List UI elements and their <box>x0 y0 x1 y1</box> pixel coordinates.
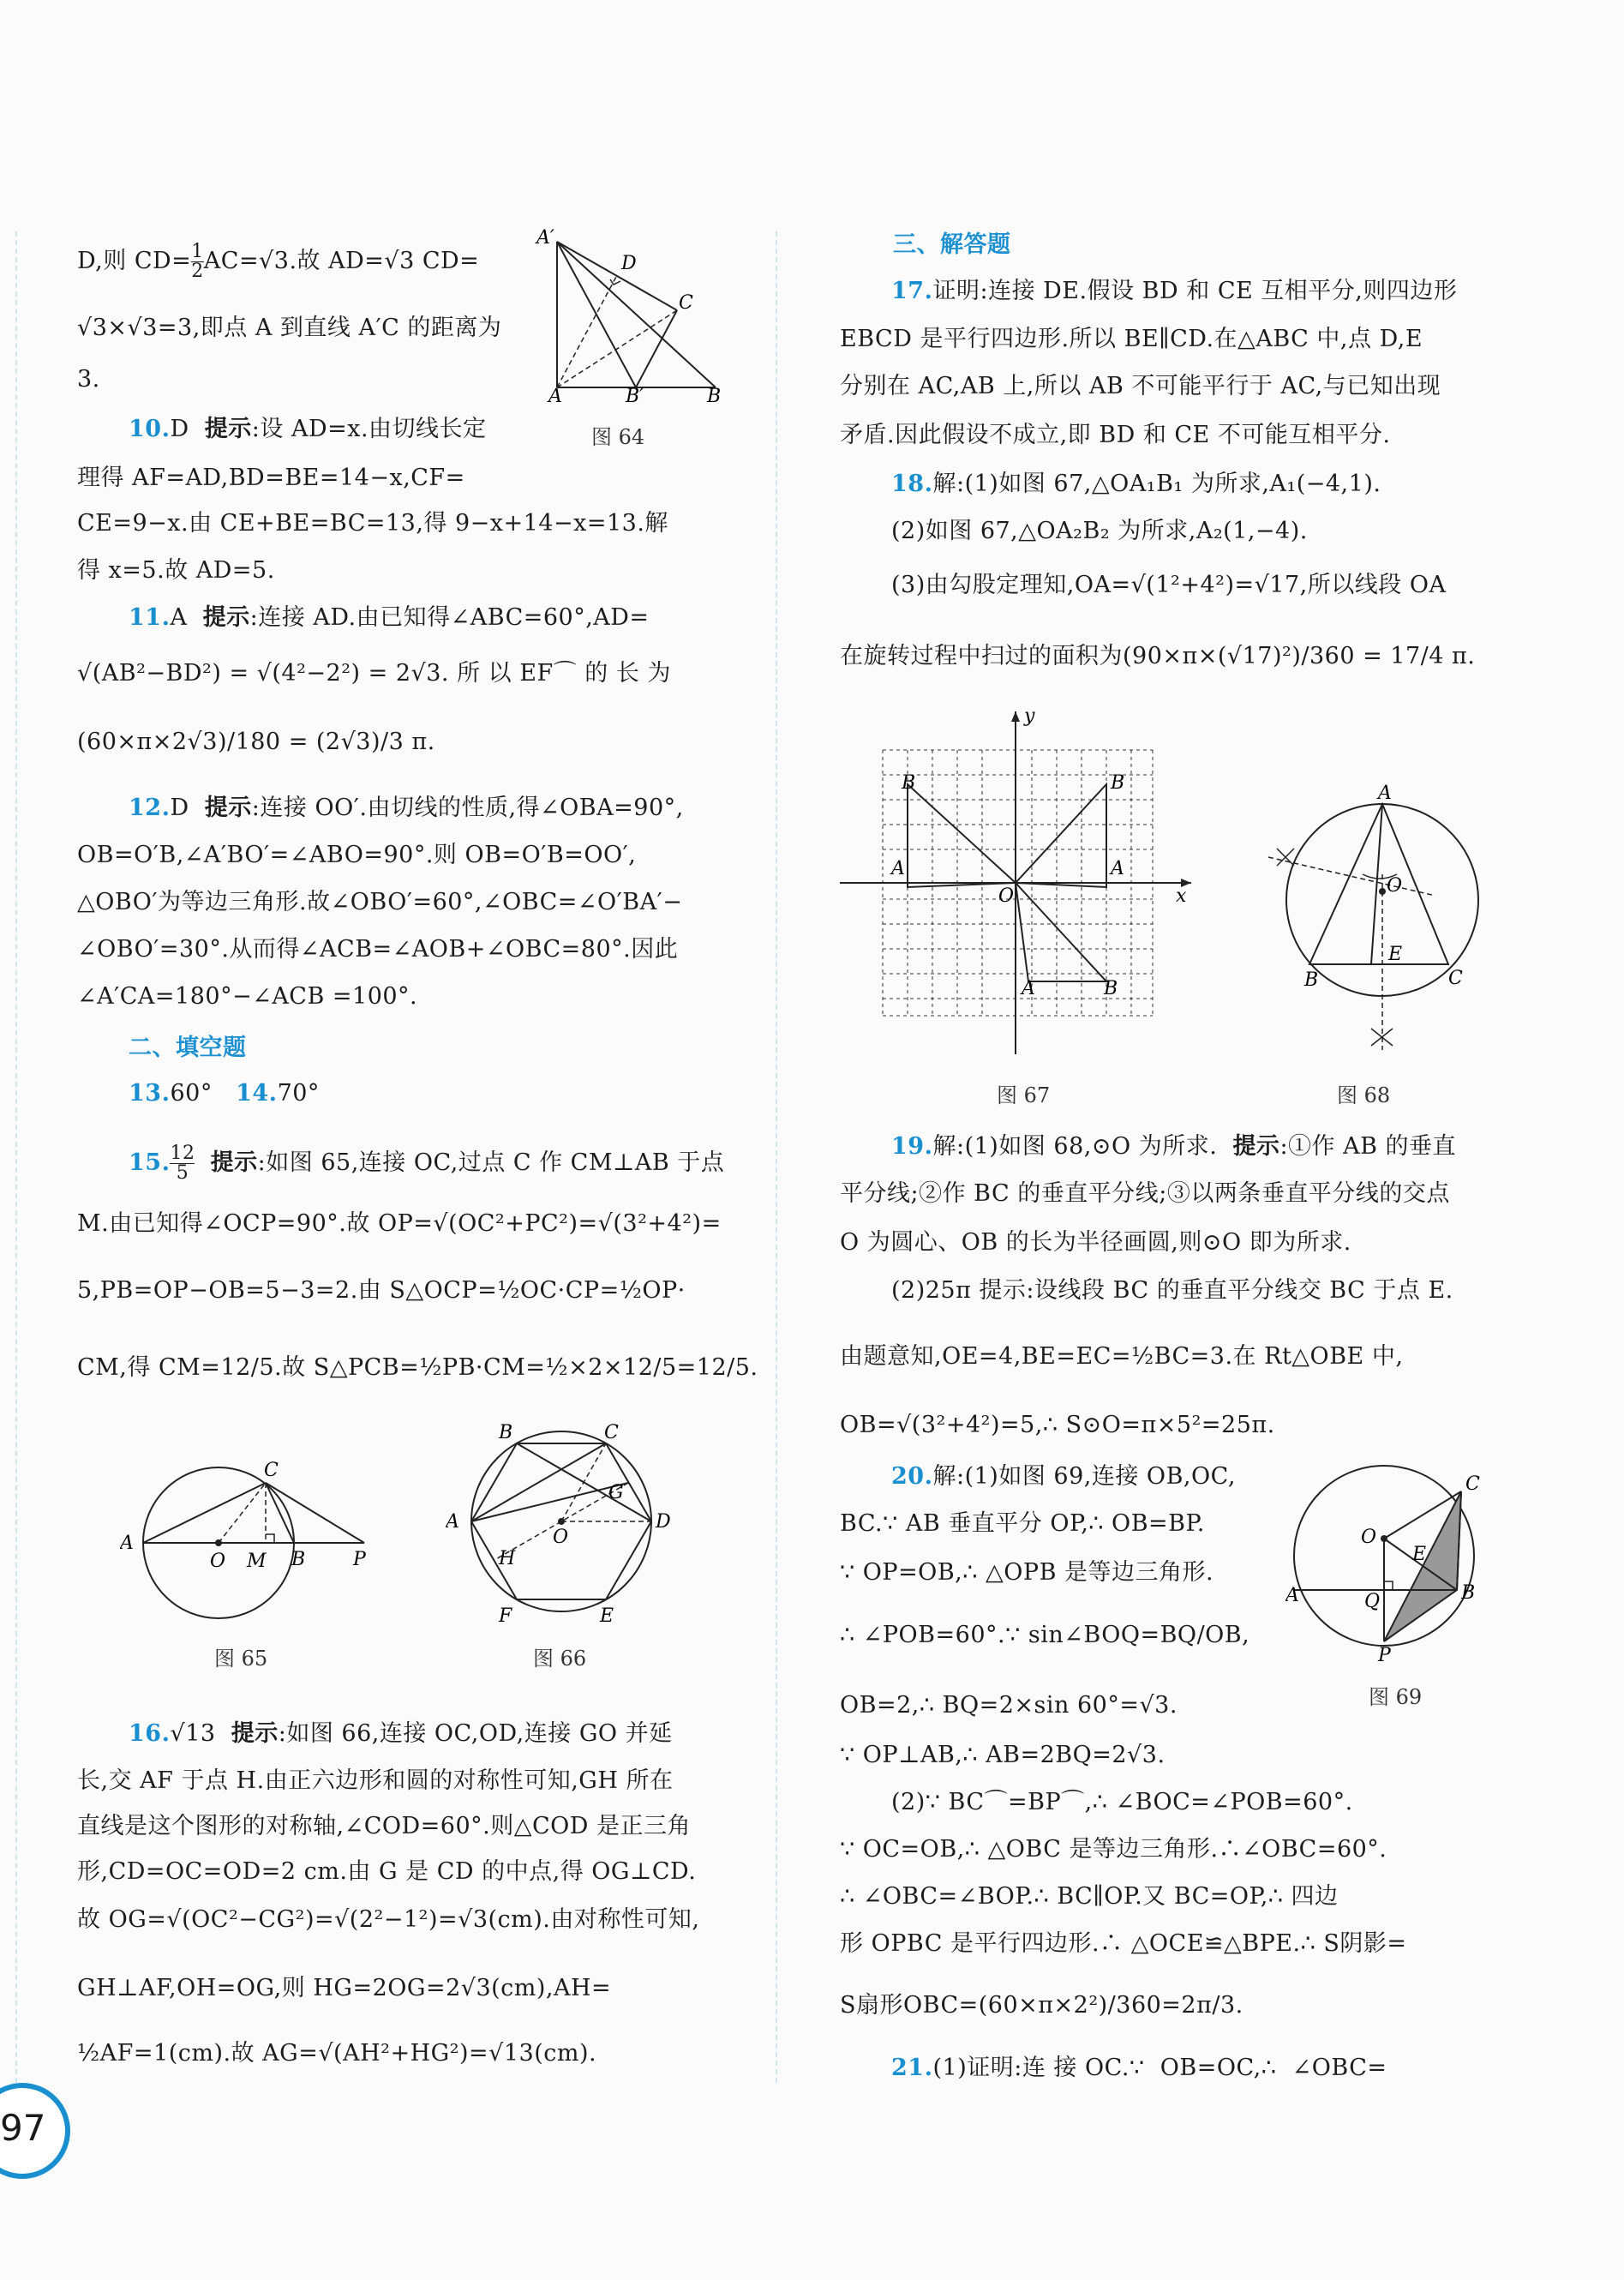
left-line-27: GH⊥AF,OH=OG,则 HG=2OG=2√3(cm),AH= <box>77 1975 612 2001</box>
left-line-7: 得 x=5.故 AD=5. <box>77 557 275 584</box>
figure-65 <box>120 1457 386 1629</box>
svg-text:O: O <box>998 885 1015 907</box>
q10-line-1: 10.D 提示:设 AD=x.由切线长定 <box>129 416 487 442</box>
svg-text:Q: Q <box>1364 1591 1381 1612</box>
svg-text:A: A <box>1378 783 1392 804</box>
figure-67 <box>840 703 1200 1063</box>
svg-text:A: A <box>1022 978 1035 999</box>
right-line-20: OB=2,∴ BQ=2×sin 60°=√3. <box>840 1692 1178 1719</box>
left-line-21: CM,得 CM=12/5.故 S△PCB=½PB·CM=½×2×12/5=12/5. <box>77 1354 758 1381</box>
svg-text:B: B <box>1461 1582 1476 1604</box>
svg-text:E: E <box>1412 1544 1427 1565</box>
right-line-19: ∴ ∠POB=60°.∵ sin∠BOQ=BQ/OB, <box>840 1622 1250 1648</box>
fig69-caption: 图 69 <box>1369 1685 1423 1709</box>
left-line-12: OB=O′B,∠A′BO′=∠ABO=90°.则 OB=O′B=OO′, <box>77 842 637 868</box>
section-fill-blank: 二、填空题 <box>129 1035 247 1061</box>
fig64-caption: 图 64 <box>591 425 645 449</box>
svg-text:B: B <box>707 386 722 405</box>
figure-68 <box>1243 771 1491 1054</box>
left-line-15: ∠A′CA=180°−∠ACB =100°. <box>77 983 418 1010</box>
svg-text:E: E <box>1388 944 1403 965</box>
right-line-22: (2)∵ BC⌒=BP⌒,∴ ∠BOC=∠POB=60°. <box>891 1789 1353 1815</box>
q19-line-1: 19.解:(1)如图 68,⊙O 为所求. 提示:①作 AB 的垂直 <box>891 1133 1457 1160</box>
svg-text:B: B <box>499 1422 513 1443</box>
svg-text:O: O <box>553 1527 569 1548</box>
q13-14: 13.60° 14.70° <box>129 1080 320 1107</box>
svg-text:A: A <box>1111 858 1124 879</box>
right-line-23: ∵ OC=OB,∴ △OBC 是等边三角形.∴∠OBC=60°. <box>840 1836 1387 1863</box>
right-line-3: EBCD 是平行四边形.所以 BE∥CD.在△ABC 中,点 D,E <box>840 326 1423 352</box>
right-line-15: OB=√(3²+4²)=5,∴ S⊙O=π×5²=25π. <box>840 1412 1275 1438</box>
right-line-7: (2)如图 67,△OA₂B₂ 为所求,A₂(1,−4). <box>891 518 1308 544</box>
left-line-23: 长,交 AF 于点 H.由正六边形和圆的对称性可知,GH 所在 <box>77 1767 674 1794</box>
left-line-20: 5,PB=OP−OB=5−3=2.由 S△OCP=½OC·CP=½OP· <box>77 1277 686 1304</box>
section-answers: 三、解答题 <box>893 231 1011 258</box>
q11-line-1: 11.A 提示:连接 AD.由已知得∠ABC=60°,AD= <box>129 604 650 631</box>
column-divider <box>776 231 777 2083</box>
left-line-2: √3×√3=3,即点 A 到直线 A′C 的距离为 <box>77 315 502 341</box>
left-margin-rule <box>15 231 17 2083</box>
right-line-5: 矛盾.因此假设不成立,即 BD 和 CE 不可能互相平分. <box>840 422 1391 448</box>
q15-line-1: 15. 12 5 提示:如图 65,连接 OC,过点 C 作 CM⊥AB 于点 <box>129 1143 725 1184</box>
svg-text:C: C <box>1465 1473 1480 1495</box>
right-line-12: O 为圆心、OB 的长为半径画圆,则⊙O 即为所求. <box>840 1229 1351 1256</box>
svg-text:A: A <box>1285 1585 1299 1606</box>
right-line-14: 由题意知,OE=4,BE=EC=½BC=3.在 Rt△OBE 中, <box>840 1343 1404 1370</box>
figure-64 <box>531 225 728 405</box>
right-line-21: ∵ OP⊥AB,∴ AB=2BQ=2√3. <box>840 1742 1166 1768</box>
svg-text:C: C <box>679 292 693 314</box>
svg-text:A′: A′ <box>536 227 554 249</box>
svg-text:C: C <box>604 1422 619 1443</box>
svg-text:M: M <box>247 1551 267 1572</box>
q18-line-1: 18.解:(1)如图 67,△OA₁B₁ 为所求,A₁(−4,1). <box>891 471 1381 497</box>
svg-text:y: y <box>1024 705 1035 727</box>
q12-line-1: 12.D 提示:连接 OO′.由切线的性质,得∠OBA=90°, <box>129 795 684 821</box>
left-line-5: 理得 AF=AD,BD=BE=14−x,CF= <box>77 465 465 491</box>
right-line-8: (3)由勾股定理知,OA=√(1²+4²)=√17,所以线段 OA <box>891 572 1447 598</box>
svg-text:P: P <box>353 1549 366 1570</box>
left-line-19: M.由已知得∠OCP=90°.故 OP=√(OC²+PC²)=√(3²+4²)= <box>77 1210 722 1237</box>
right-line-11: 平分线;②作 BC 的垂直平分线;③以两条垂直平分线的交点 <box>840 1180 1450 1207</box>
svg-text:E: E <box>600 1605 614 1627</box>
left-line-9: √(AB²−BD²) = √(4²−2²) = 2√3. 所 以 EF⌒ 的 长 为 <box>77 660 671 687</box>
svg-text:C: C <box>1448 968 1463 989</box>
right-line-4: 分别在 AC,AB 上,所以 AB 不可能平行于 AC,与已知出现 <box>840 373 1441 399</box>
svg-text:B: B <box>291 1549 306 1570</box>
q17-line-1: 17.证明:连接 DE.假设 BD 和 CE 互相平分,则四边形 <box>891 278 1458 304</box>
fig65-caption: 图 65 <box>214 1647 268 1671</box>
svg-text:A: A <box>548 386 562 405</box>
left-line-1: D,则 CD= 1 2AC=√3.故 AD=√3 CD= <box>77 241 480 282</box>
left-line-13: △OBO′为等边三角形.故∠OBO′=60°,∠OBC=∠O′BA′− <box>77 889 683 915</box>
page-number: 97 <box>0 2107 46 2149</box>
right-line-26: S扇形OBC=(60×π×2²)/360=2π/3. <box>840 1992 1243 2019</box>
left-line-10: (60×π×2√3)/180 = (2√3)/3 π. <box>77 729 435 755</box>
svg-text:B: B <box>1304 969 1319 991</box>
left-line-6: CE=9−x.由 CE+BE=BC=13,得 9−x+14−x=13.解 <box>77 510 668 537</box>
right-line-18: ∵ OP=OB,∴ △OPB 是等边三角形. <box>840 1559 1214 1586</box>
svg-text:B′: B′ <box>626 386 644 405</box>
svg-text:D: D <box>656 1511 671 1533</box>
svg-text:B: B <box>902 772 916 794</box>
left-line-3: 3. <box>77 366 100 393</box>
svg-text:B: B <box>1104 978 1118 999</box>
right-line-13: (2)25π 提示:设线段 BC 的垂直平分线交 BC 于点 E. <box>891 1277 1453 1304</box>
svg-text:O: O <box>210 1551 226 1572</box>
left-line-25: 形,CD=OC=OD=2 cm.由 G 是 CD 的中点,得 OG⊥CD. <box>77 1858 697 1885</box>
fig66-caption: 图 66 <box>533 1647 587 1671</box>
figure-69 <box>1285 1457 1491 1680</box>
q20-line-1: 20.解:(1)如图 69,连接 OB,OC, <box>891 1463 1236 1490</box>
fig68-caption: 图 68 <box>1337 1083 1391 1107</box>
right-line-17: BC.∵ AB 垂直平分 OP,∴ OB=BP. <box>840 1510 1205 1537</box>
q21-line-1: 21.(1)证明:连 接 OC.∵ OB=OC,∴ ∠OBC= <box>891 2055 1387 2081</box>
svg-text:F: F <box>499 1605 512 1627</box>
svg-text:H: H <box>499 1548 516 1569</box>
right-line-24: ∴ ∠OBC=∠BOP.∴ BC∥OP.又 BC=OP,∴ 四边 <box>840 1883 1339 1910</box>
left-line-28: ½AF=1(cm).故 AG=√(AH²+HG²)=√13(cm). <box>77 2040 597 2067</box>
right-line-9: 在旋转过程中扫过的面积为(90×π×(√17)²)/360 = 17/4 π. <box>840 643 1476 669</box>
svg-text:G: G <box>608 1482 624 1503</box>
left-line-26: 故 OG=√(OC²−CG²)=√(2²−1²)=√3(cm).由对称性可知, <box>77 1906 700 1933</box>
svg-text:A: A <box>891 858 905 879</box>
svg-text:C: C <box>264 1460 279 1481</box>
q16-line-1: 16.√13 提示:如图 66,连接 OC,OD,连接 GO 并延 <box>129 1720 673 1747</box>
svg-text:A: A <box>446 1511 459 1533</box>
svg-text:x: x <box>1176 885 1187 907</box>
svg-text:O: O <box>1361 1527 1377 1548</box>
left-line-14: ∠OBO′=30°.从而得∠ACB=∠AOB+∠OBC=80°.因此 <box>77 936 679 963</box>
svg-text:B: B <box>1111 772 1125 794</box>
figure-66 <box>446 1414 686 1629</box>
fig67-caption: 图 67 <box>997 1083 1051 1107</box>
left-line-24: 直线是这个图形的对称轴,∠COD=60°.则△COD 是正三角 <box>77 1813 691 1839</box>
svg-text:D: D <box>621 253 637 274</box>
svg-text:A: A <box>120 1533 134 1554</box>
svg-text:O: O <box>1387 875 1403 897</box>
right-line-25: 形 OPBC 是平行四边形.∴ △OCE≌△BPE.∴ S阴影= <box>840 1930 1407 1957</box>
svg-text:P: P <box>1378 1645 1391 1666</box>
